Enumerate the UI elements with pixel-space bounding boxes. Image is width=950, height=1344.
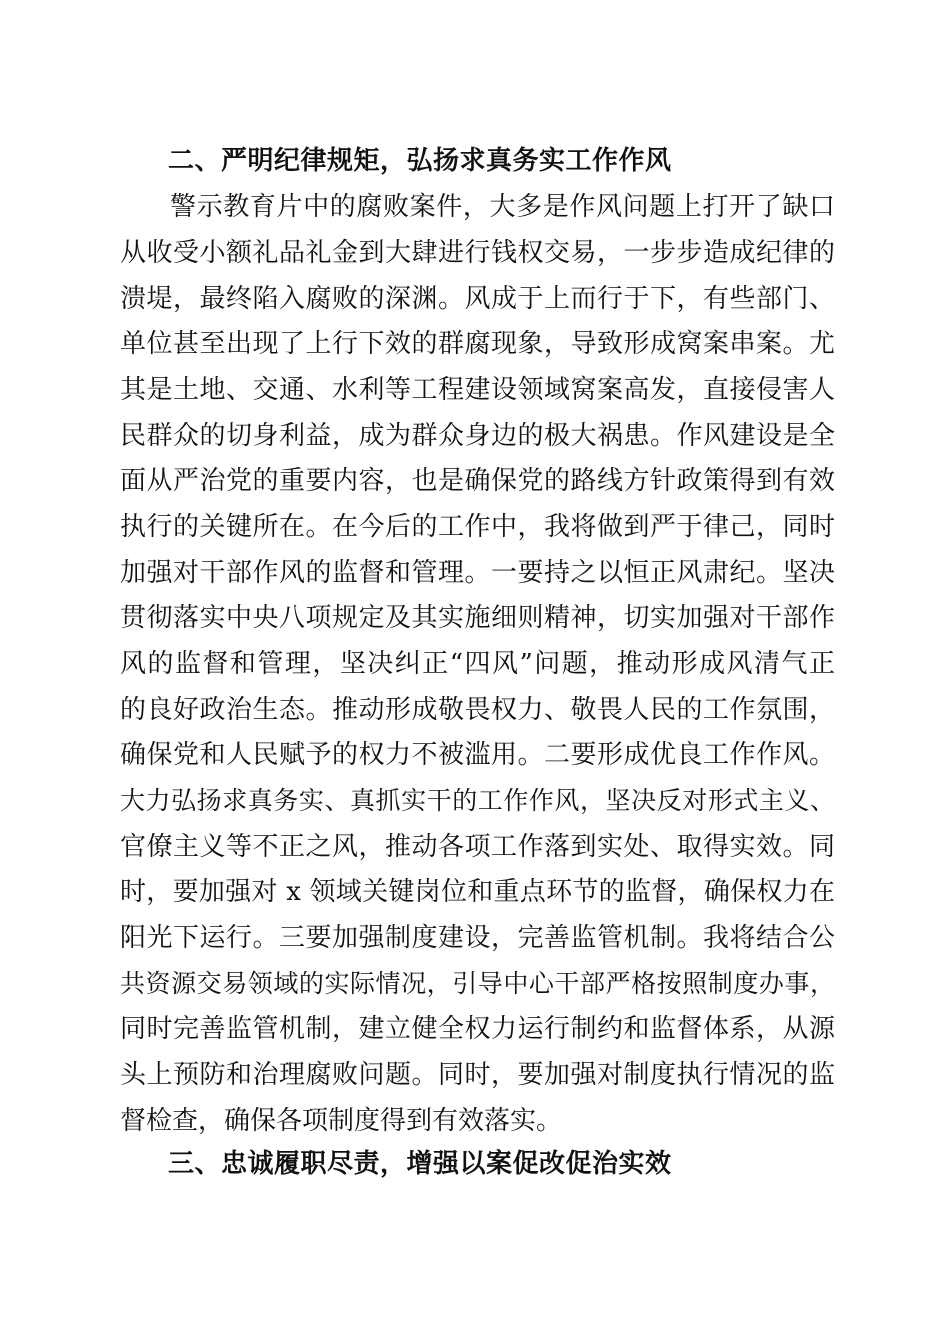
paragraph-line: 风的监督和管理，坚决纠正“四风”问题，推动形成风清气正 bbox=[120, 649, 835, 679]
paragraph-line: 从收受小额礼品礼金到大肆进行钱权交易，一步步造成纪律的 bbox=[120, 238, 835, 268]
paragraph-line: 面从严治党的重要内容，也是确保党的路线方针政策得到有效 bbox=[120, 466, 835, 496]
paragraph-line: 的良好政治生态。推动形成敬畏权力、敬畏人民的工作氛围， bbox=[120, 695, 835, 725]
section-2-heading: 二、严明纪律规矩，弘扬求真务实工作作风 bbox=[168, 146, 672, 176]
paragraph-line: 溃堤，最终陷入腐败的深渊。风成于上而行于下，有些部门、 bbox=[120, 284, 835, 314]
paragraph-line: 共资源交易领域的实际情况，引导中心干部严格按照制度办事， bbox=[120, 969, 835, 998]
paragraph-line: 贯彻落实中央八项规定及其实施细则精神，切实加强对干部作 bbox=[120, 603, 835, 633]
paragraph-line: 警示教育片中的腐败案件，大多是作风问题上打开了缺口 bbox=[170, 192, 835, 222]
paragraph-line: 头上预防和治理腐败问题。同时，要加强对制度执行情况的监 bbox=[120, 1060, 835, 1090]
paragraph-line: 加强对干部作风的监督和管理。一要持之以恒正风肃纪。坚决 bbox=[120, 558, 835, 588]
paragraph-line: 阳光下运行。三要加强制度建设，完善监管机制。我将结合公 bbox=[120, 923, 835, 953]
paragraph-line: 大力弘扬求真务实、真抓实干的工作作风，坚决反对形式主义、 bbox=[120, 786, 835, 815]
paragraph-line: 其是土地、交通、水利等工程建设领域窝案高发，直接侵害人 bbox=[120, 375, 835, 405]
paragraph-line: 确保党和人民赋予的权力不被滥用。二要形成优良工作作风。 bbox=[120, 740, 835, 770]
paragraph-line: 单位甚至出现了上行下效的群腐现象，导致形成窝案串案。尤 bbox=[120, 329, 835, 359]
paragraph-line: 官僚主义等不正之风，推动各项工作落到实处、取得实效。同 bbox=[120, 832, 835, 862]
paragraph-line: 民群众的切身利益，成为群众身边的极大祸患。作风建设是全 bbox=[120, 421, 835, 451]
paragraph-line: 同时完善监管机制，建立健全权力运行制约和监督体系，从源 bbox=[120, 1014, 835, 1044]
paragraph-line: 时，要加强对 x 领域关键岗位和重点环节的监督，确保权力在 bbox=[120, 877, 835, 907]
paragraph-line: 执行的关键所在。在今后的工作中，我将做到严于律己，同时 bbox=[120, 512, 835, 542]
section-3-heading: 三、忠诚履职尽责，增强以案促改促治实效 bbox=[168, 1149, 672, 1179]
paragraph-line: 督检查，确保各项制度得到有效落实。 bbox=[120, 1106, 563, 1136]
